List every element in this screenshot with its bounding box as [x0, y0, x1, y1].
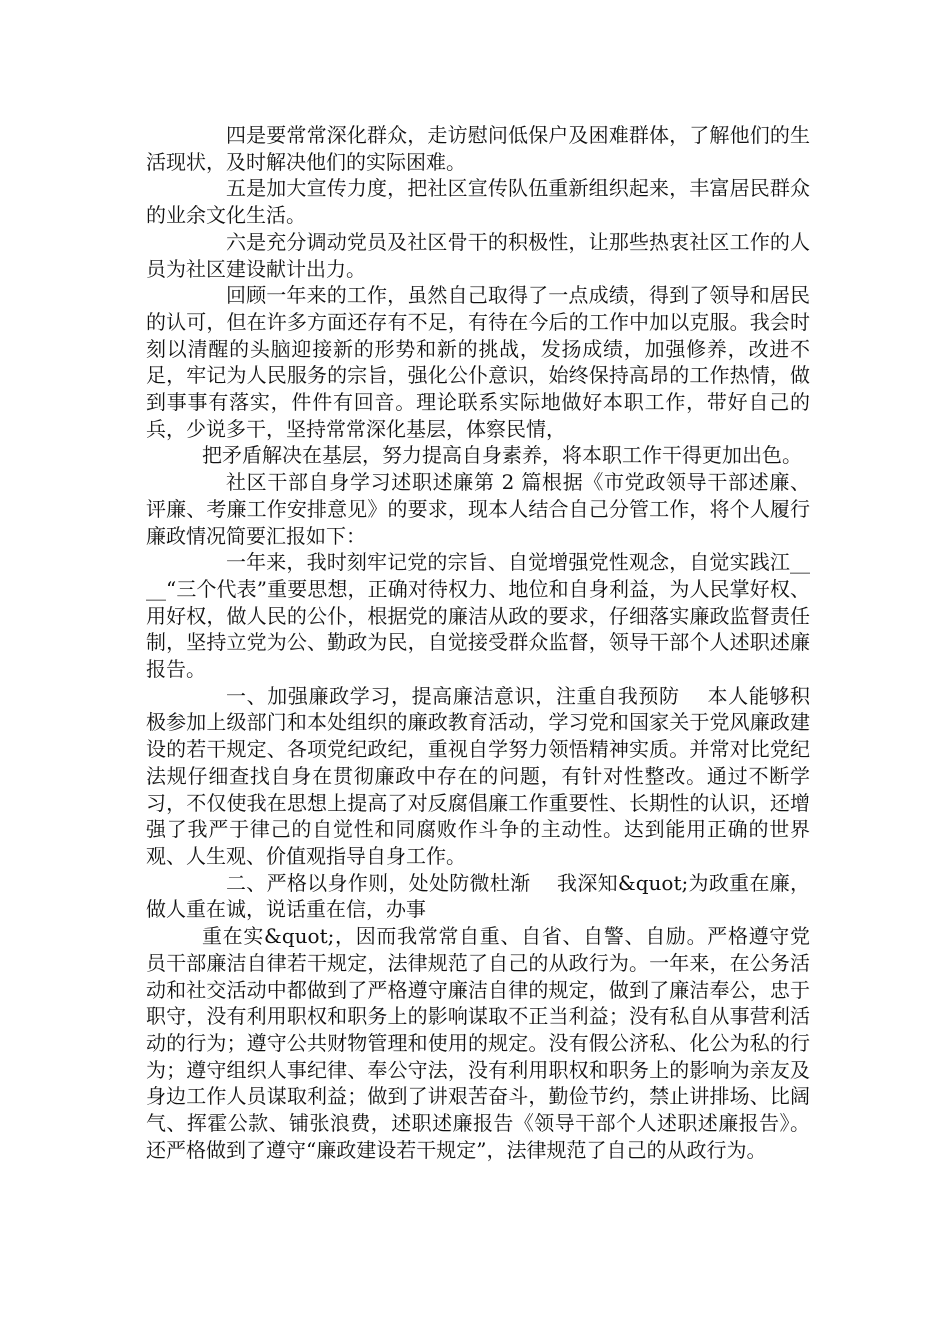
paragraph-self-discipline: 重在实&quot;，因而我常常自重、自省、自警、自励。严格遵守党员干部廉洁自律若干规定，法律规范了自己的从政行为。一年来，在公务活动和社交活动中都做到了严格遵守廉洁自律的规定，做到了廉洁奉公，忠于职守，没有利用职权和职务上的影响谋取不正当利益；没有私自从事营利活动的行为；遵守公共财物管理和使用的规定。没有假公济私、化公为私的行为；遵守组织人事纪律、奉公守法，没有利用职权和职务上的影响为亲友及身边工作人员谋取利益；做到了讲艰苦奋斗，勤俭节约，禁止讲排场、比阔气、挥霍公款、铺张浪费，述职述廉报告《领导干部个人述职述廉报告》。还严格做到了遵守“廉政建设若干规定”，法律规范了自己的从政行为。	[146, 924, 810, 1162]
paragraph-year-review: 回顾一年来的工作，虽然自己取得了一点成绩，得到了领导和居民的认可，但在许多方面还存有不足，有待在今后的工作中加以克服。我会时刻以清醒的头脑迎接新的形势和新的挑战，发扬成绩，加强修养，改进不足，牢记为人民服务的宗旨，强化公仆意识，始终保持高昂的工作热情，做到事事有落实，件件有回音。理论联系实际地做好本职工作，带好自己的兵，少说多干，坚持常常深化基层，体察民情，	[146, 283, 810, 441]
paragraph-solve-conflicts: 把矛盾解决在基层，努力提高自身素养，将本职工作干得更加出色。	[202, 443, 802, 468]
paragraph-section-one: 一、加强廉政学习，提高廉洁意识，注重自我预防 本人能够积极参加上级部门和本处组织的廉政教育活动，学习党和国家关于党风廉政建设的若干规定、各项党纪政纪，重视自学努力领悟精神实质。并常对比党纪法规仔细查找自身在贯彻廉政中存在的问题，有针对性整改。通过不断学习，不仅使我在思想上提高了对反腐倡廉工作重要性、长期性的认识，还增强了我严于律己的自觉性和同腐败作斗争的主动性。达到能用正确的世界观、人生观、价值观指导自身工作。	[146, 683, 810, 868]
paragraph-mobilize-members: 六是充分调动党员及社区骨干的积极性，让那些热衷社区工作的人员为社区建设献计出力。	[146, 229, 810, 281]
paragraph-section-two: 二、严格以身作则，处处防微杜渐 我深知&quot;为政重在廉，做人重在诚，说话重在信，办事	[146, 870, 810, 922]
paragraph-publicity: 五是加大宣传力度，把社区宣传队伍重新组织起来，丰富居民群众的业余文化生活。	[146, 176, 810, 228]
paragraph-visit-masses: 四是要常常深化群众，走访慰问低保户及困难群体，了解他们的生活现状，及时解决他们的实际困难。	[146, 123, 810, 174]
paragraph-report-intro: 社区干部自身学习述职述廉第 2 篇根据《市党政领导干部述廉、评廉、考廉工作安排意见》的要求，现本人结合自己分管工作，将个人履行廉政情况简要汇报如下：	[146, 470, 810, 548]
paragraph-party-purpose: 一年来，我时刻牢记党的宗旨、自觉增强党性观念，自觉实践江____“三个代表”重要思想，正确对待权力、地位和自身利益，为人民掌好权、用好权，做人民的公仆，根据党的廉洁从政的要求，仔细落实廉政监督责任制，坚持立党为公、勤政为民，自觉接受群众监督，领导干部个人述职述廉报告。	[146, 550, 810, 682]
document-body	[146, 122, 810, 1163]
